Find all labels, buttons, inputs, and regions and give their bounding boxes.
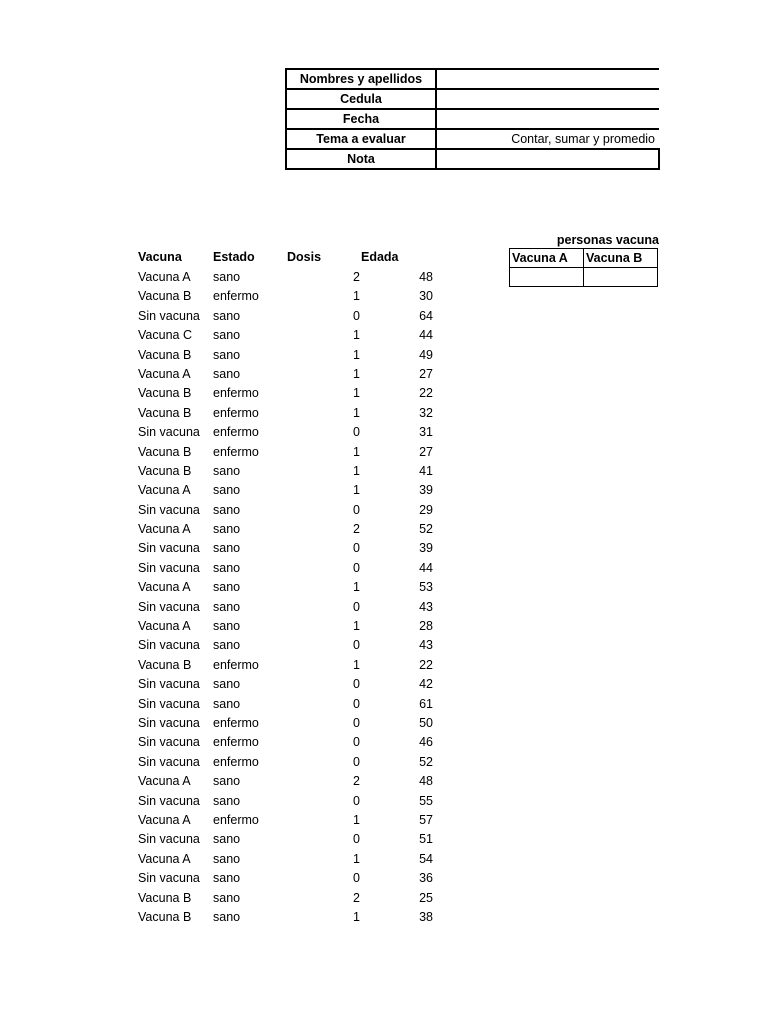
- table-row: [138, 793, 438, 812]
- cell-edada: 48: [419, 270, 433, 284]
- cell-dosis: 1: [353, 851, 360, 866]
- table-row: [138, 909, 438, 928]
- cell-vacuna: Vacuna B: [138, 444, 192, 459]
- cell-vacuna: Sin vacuna: [138, 425, 200, 440]
- column-header-dosis: Dosis: [287, 250, 322, 264]
- cell-vacuna: Vacuna A: [138, 580, 191, 595]
- info-row-fecha: [286, 109, 659, 129]
- cell-dosis: 1: [353, 405, 360, 420]
- cell-edada: 27: [419, 444, 433, 459]
- cell-edada: 53: [419, 580, 433, 595]
- cell-edada: 32: [419, 405, 433, 420]
- info-value-cedula[interactable]: [436, 89, 659, 109]
- cell-vacuna: Vacuna A: [138, 483, 191, 498]
- cell-edada: 39: [419, 483, 433, 498]
- cell-estado: enfermo: [213, 386, 259, 401]
- info-row-tema: [286, 129, 659, 149]
- cell-dosis: 1: [353, 463, 360, 478]
- cell-dosis: 1: [353, 580, 360, 595]
- info-label-fecha: Fecha: [286, 109, 436, 129]
- cell-vacuna: Sin vacuna: [138, 832, 200, 847]
- cell-edada: 22: [419, 386, 433, 401]
- cell-dosis: 1: [353, 483, 360, 498]
- cell-dosis: 1: [353, 619, 360, 634]
- cell-dosis: 1: [353, 909, 360, 924]
- cell-vacuna: Sin vacuna: [138, 541, 200, 556]
- cell-vacuna: Sin vacuna: [138, 677, 200, 692]
- cell-dosis: 0: [353, 677, 360, 692]
- cell-vacuna: Sin vacuna: [138, 754, 200, 769]
- cell-vacuna: Vacuna B: [138, 909, 192, 924]
- cell-vacuna: Sin vacuna: [138, 560, 200, 575]
- cell-vacuna: Sin vacuna: [138, 871, 200, 886]
- cell-estado: enfermo: [213, 754, 259, 769]
- table-row: [138, 366, 438, 385]
- cell-edada: 57: [419, 812, 433, 827]
- info-value-fecha[interactable]: [436, 109, 659, 129]
- cell-estado: sano: [213, 871, 241, 886]
- cell-edada: 44: [419, 560, 433, 575]
- cell-vacuna: Vacuna A: [138, 366, 191, 381]
- cell-dosis: 1: [353, 812, 360, 827]
- table-row: [138, 405, 438, 424]
- cell-edada: 46: [419, 735, 433, 750]
- table-row: [138, 715, 438, 734]
- info-value-name[interactable]: [436, 69, 659, 89]
- cell-dosis: 0: [353, 541, 360, 556]
- cell-edada: 27: [419, 366, 433, 381]
- cell-dosis: 1: [353, 366, 360, 381]
- table-row: [138, 773, 438, 792]
- table-row: [138, 502, 438, 521]
- cell-edada: 55: [419, 793, 433, 808]
- cell-vacuna: Sin vacuna: [138, 599, 200, 614]
- cell-edada: 64: [419, 308, 433, 323]
- table-row: [138, 890, 438, 909]
- cell-dosis: 0: [353, 754, 360, 769]
- info-value-tema[interactable]: Contar, sumar y promedio: [436, 129, 659, 149]
- cell-estado: sano: [213, 677, 241, 692]
- summary-header-vacuna-b: Vacuna B: [584, 249, 658, 268]
- cell-estado: sano: [213, 328, 241, 343]
- data-table-body: [138, 269, 438, 928]
- table-row: [138, 734, 438, 753]
- table-row: [138, 637, 438, 656]
- table-row: [138, 463, 438, 482]
- cell-edada: 43: [419, 638, 433, 653]
- cell-vacuna: Sin vacuna: [138, 502, 200, 517]
- table-row: [138, 599, 438, 618]
- summary-cell-vacuna-a[interactable]: [510, 268, 584, 287]
- cell-dosis: 0: [353, 599, 360, 614]
- cell-edada: 43: [419, 599, 433, 614]
- summary-header-vacuna-a: Vacuna A: [510, 249, 584, 268]
- cell-edada: 52: [419, 522, 433, 537]
- table-row: [138, 754, 438, 773]
- cell-edada: 36: [419, 871, 433, 886]
- cell-vacuna: Vacuna A: [138, 619, 191, 634]
- info-row-cedula: [286, 89, 659, 109]
- student-info-table: [285, 68, 660, 170]
- cell-edada: 49: [419, 347, 433, 362]
- cell-edada: 41: [419, 463, 433, 478]
- cell-edada: 48: [419, 774, 433, 789]
- table-row: [138, 347, 438, 366]
- cell-estado: sano: [213, 522, 241, 537]
- cell-edada: 44: [419, 328, 433, 343]
- table-row: [138, 676, 438, 695]
- table-row: [138, 308, 438, 327]
- cell-estado: sano: [213, 463, 241, 478]
- table-row: [138, 851, 438, 870]
- cell-edada: 61: [419, 696, 433, 711]
- info-row-nota: [286, 149, 659, 169]
- table-row: [138, 618, 438, 637]
- cell-estado: enfermo: [213, 425, 259, 440]
- cell-estado: sano: [213, 308, 241, 323]
- cell-edada: 52: [419, 754, 433, 769]
- cell-estado: sano: [213, 696, 241, 711]
- cell-edada: 51: [419, 832, 433, 847]
- cell-edada: 39: [419, 541, 433, 556]
- cell-estado: enfermo: [213, 812, 259, 827]
- column-header-vacuna: Vacuna: [138, 250, 182, 264]
- cell-edada: 25: [419, 890, 433, 905]
- table-row: [138, 870, 438, 889]
- cell-estado: sano: [213, 638, 241, 653]
- column-header-estado: Estado: [213, 250, 255, 264]
- table-row: [138, 812, 438, 831]
- cell-dosis: 0: [353, 735, 360, 750]
- cell-dosis: 2: [353, 270, 360, 284]
- cell-estado: sano: [213, 366, 241, 381]
- table-row: [138, 579, 438, 598]
- cell-estado: sano: [213, 851, 241, 866]
- cell-dosis: 0: [353, 715, 360, 730]
- cell-dosis: 2: [353, 774, 360, 789]
- cell-edada: 50: [419, 715, 433, 730]
- cell-estado: sano: [213, 483, 241, 498]
- cell-dosis: 1: [353, 347, 360, 362]
- cell-vacuna: Sin vacuna: [138, 735, 200, 750]
- cell-estado: sano: [213, 560, 241, 575]
- table-row: [138, 288, 438, 307]
- cell-dosis: 1: [353, 328, 360, 343]
- cell-vacuna: Vacuna A: [138, 522, 191, 537]
- cell-estado: sano: [213, 347, 241, 362]
- cell-estado: sano: [213, 580, 241, 595]
- cell-estado: sano: [213, 619, 241, 634]
- cell-estado: sano: [213, 793, 241, 808]
- cell-dosis: 1: [353, 444, 360, 459]
- cell-dosis: 0: [353, 560, 360, 575]
- cell-dosis: 0: [353, 793, 360, 808]
- cell-vacuna: Vacuna B: [138, 890, 192, 905]
- cell-vacuna: Vacuna B: [138, 386, 192, 401]
- table-row: [138, 696, 438, 715]
- cell-vacuna: Sin vacuna: [138, 308, 200, 323]
- cell-vacuna: Vacuna B: [138, 657, 192, 672]
- cell-edada: 42: [419, 677, 433, 692]
- info-value-nota[interactable]: [436, 149, 659, 169]
- table-row: [138, 540, 438, 559]
- cell-vacuna: Vacuna B: [138, 347, 192, 362]
- cell-dosis: 0: [353, 425, 360, 440]
- cell-vacuna: Vacuna B: [138, 463, 192, 478]
- cell-vacuna: Vacuna A: [138, 851, 191, 866]
- table-row: [138, 444, 438, 463]
- cell-vacuna: Vacuna B: [138, 405, 192, 420]
- cell-edada: 29: [419, 502, 433, 517]
- cell-vacuna: Sin vacuna: [138, 793, 200, 808]
- cell-vacuna: Vacuna B: [138, 289, 192, 304]
- table-row: [138, 482, 438, 501]
- cell-edada: 28: [419, 619, 433, 634]
- cell-estado: enfermo: [213, 444, 259, 459]
- cell-dosis: 0: [353, 638, 360, 653]
- summary-cell-vacuna-b[interactable]: [584, 268, 658, 287]
- cell-dosis: 0: [353, 308, 360, 323]
- cell-estado: enfermo: [213, 735, 259, 750]
- cell-estado: enfermo: [213, 657, 259, 672]
- summary-title: personas vacuna: [556, 233, 659, 247]
- cell-estado: sano: [213, 832, 241, 847]
- cell-vacuna: Sin vacuna: [138, 696, 200, 711]
- info-row-name: [286, 69, 659, 89]
- cell-estado: sano: [213, 541, 241, 556]
- cell-vacuna: Vacuna A: [138, 270, 191, 284]
- cell-estado: sano: [213, 774, 241, 789]
- cell-edada: 22: [419, 657, 433, 672]
- cell-dosis: 0: [353, 502, 360, 517]
- cell-vacuna: Vacuna A: [138, 774, 191, 789]
- table-row: [138, 385, 438, 404]
- table-row: [138, 657, 438, 676]
- cell-edada: 54: [419, 851, 433, 866]
- table-row: [138, 424, 438, 443]
- cell-vacuna: Sin vacuna: [138, 638, 200, 653]
- cell-edada: 38: [419, 909, 433, 924]
- cell-dosis: 1: [353, 657, 360, 672]
- cell-dosis: 0: [353, 696, 360, 711]
- cell-vacuna: Vacuna A: [138, 812, 191, 827]
- summary-table: [509, 248, 658, 287]
- table-row: [138, 560, 438, 579]
- cell-dosis: 1: [353, 386, 360, 401]
- cell-dosis: 1: [353, 289, 360, 304]
- info-label-name: Nombres y apellidos: [286, 69, 436, 89]
- cell-edada: 30: [419, 289, 433, 304]
- cell-estado: sano: [213, 599, 241, 614]
- cell-estado: sano: [213, 909, 241, 924]
- cell-estado: enfermo: [213, 405, 259, 420]
- cell-dosis: 2: [353, 522, 360, 537]
- cell-vacuna: Sin vacuna: [138, 715, 200, 730]
- table-row: [138, 521, 438, 540]
- cell-dosis: 0: [353, 871, 360, 886]
- table-row: [138, 831, 438, 850]
- cell-edada: 31: [419, 425, 433, 440]
- cell-estado: enfermo: [213, 715, 259, 730]
- table-row: [138, 327, 438, 346]
- cell-estado: enfermo: [213, 289, 259, 304]
- cell-dosis: 0: [353, 832, 360, 847]
- info-label-tema: Tema a evaluar: [286, 129, 436, 149]
- cell-vacuna: Vacuna C: [138, 328, 192, 343]
- cell-estado: sano: [213, 270, 241, 284]
- info-label-nota: Nota: [286, 149, 436, 169]
- cell-estado: sano: [213, 502, 241, 517]
- table-row: [138, 269, 438, 288]
- cell-dosis: 2: [353, 890, 360, 905]
- info-label-cedula: Cedula: [286, 89, 436, 109]
- cell-estado: sano: [213, 890, 241, 905]
- column-header-edada: Edada: [361, 250, 399, 264]
